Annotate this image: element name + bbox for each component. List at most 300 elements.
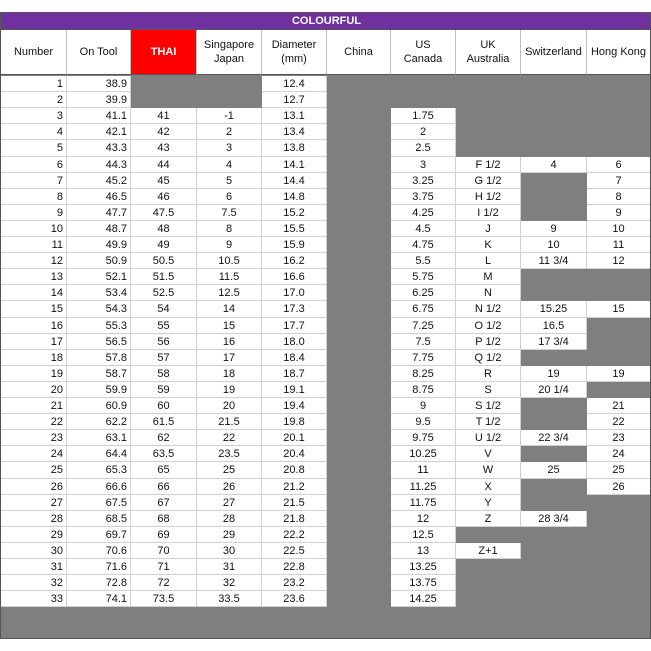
table-cell: 15 [587, 301, 651, 318]
header-thai: THAI [131, 30, 197, 75]
table-cell: 46 [131, 189, 197, 205]
table-cell: 9 [391, 398, 456, 414]
empty-cell [197, 76, 262, 92]
table-cell: 68 [131, 511, 197, 527]
table-cell: 13.8 [262, 140, 327, 157]
table-cell: 18 [197, 366, 262, 382]
table-cell: 15.25 [521, 301, 587, 318]
table-cell: 6 [197, 189, 262, 205]
table-cell: 65.3 [67, 462, 131, 479]
table-cell: 48 [131, 221, 197, 237]
table-cell: 2.5 [391, 140, 456, 157]
table-cell: 19.8 [262, 414, 327, 430]
table-cell: 12 [391, 511, 456, 527]
table-cell: 62 [131, 430, 197, 446]
table-cell: 19 [587, 366, 651, 382]
table-cell: 10 [1, 221, 67, 237]
table-cell: 63.5 [131, 446, 197, 462]
empty-cell [456, 559, 521, 575]
empty-cell [391, 76, 456, 92]
empty-cell [521, 205, 587, 221]
table-cell: 3 [391, 157, 456, 173]
table-cell: 14.4 [262, 173, 327, 189]
empty-cell [521, 559, 587, 575]
table-cell: 68.5 [67, 511, 131, 527]
table-cell: 46.5 [67, 189, 131, 205]
table-cell: 22.2 [262, 527, 327, 543]
table-cell: 13.25 [391, 559, 456, 575]
table-cell: 14.25 [391, 591, 456, 607]
table-cell: 41.1 [67, 108, 131, 124]
table-cell: 15 [197, 318, 262, 334]
table-cell: 25 [197, 462, 262, 479]
table-cell: 73.5 [131, 591, 197, 607]
table-cell: 10 [521, 237, 587, 253]
table-cell: 56.5 [67, 334, 131, 350]
table-cell: 17.0 [262, 285, 327, 301]
table-cell: 31 [1, 559, 67, 575]
table-cell: 69.7 [67, 527, 131, 543]
table-cell: 7 [1, 173, 67, 189]
empty-cell [456, 92, 521, 108]
table-cell: 16.2 [262, 253, 327, 269]
table-cell: O 1/2 [456, 318, 521, 334]
table-cell: 22 [1, 414, 67, 430]
empty-cell [521, 575, 587, 591]
table-cell: Z+1 [456, 543, 521, 559]
table-cell: 20 [1, 382, 67, 398]
table-cell: 22.8 [262, 559, 327, 575]
table-cell: W [456, 462, 521, 479]
table-cell: 59.9 [67, 382, 131, 398]
table-cell: 50.5 [131, 253, 197, 269]
table-cell: N 1/2 [456, 301, 521, 318]
table-cell: 60 [131, 398, 197, 414]
header-number: Number [1, 30, 67, 75]
table-cell: 7.75 [391, 350, 456, 366]
table-cell: 17.3 [262, 301, 327, 318]
table-cell: 17.7 [262, 318, 327, 334]
table-cell: 67 [131, 495, 197, 511]
table-cell: 42.1 [67, 124, 131, 140]
empty-cell [521, 92, 587, 108]
table-cell: 8 [1, 189, 67, 205]
table-cell: 64.4 [67, 446, 131, 462]
table-cell: 58.7 [67, 366, 131, 382]
header-singapore-japan: Singapore Japan [197, 30, 262, 75]
table-cell: 25 [587, 462, 651, 479]
empty-cell [521, 495, 587, 511]
table-cell: 13.4 [262, 124, 327, 140]
table-cell: 23 [587, 430, 651, 446]
table-cell: 10 [587, 221, 651, 237]
empty-cell [587, 76, 651, 92]
table-cell: 30 [197, 543, 262, 559]
table-cell: 26 [197, 479, 262, 495]
table-cell: 28 [1, 511, 67, 527]
empty-cell [521, 76, 587, 92]
table-cell: 15.9 [262, 237, 327, 253]
table-cell: 49 [131, 237, 197, 253]
empty-cell [456, 108, 521, 124]
table-cell: K [456, 237, 521, 253]
table-cell: 4.75 [391, 237, 456, 253]
table-cell: 54.3 [67, 301, 131, 318]
table-cell: 9.5 [391, 414, 456, 430]
table-cell: 10.5 [197, 253, 262, 269]
table-cell: 19 [1, 366, 67, 382]
table-cell: 20.1 [262, 430, 327, 446]
table-cell: 26 [1, 479, 67, 495]
table-cell: 21.8 [262, 511, 327, 527]
table-cell: 5 [197, 173, 262, 189]
table-cell: -1 [197, 108, 262, 124]
empty-cell [587, 92, 651, 108]
table-cell: 41 [131, 108, 197, 124]
header-uk-australia: UK Australia [456, 30, 521, 75]
table-cell: 66 [131, 479, 197, 495]
empty-cell [131, 76, 197, 92]
table-cell: 55 [131, 318, 197, 334]
table-cell: 16 [1, 318, 67, 334]
table-cell: 17 [1, 334, 67, 350]
table-cell: 12.7 [262, 92, 327, 108]
table-cell: 19 [521, 366, 587, 382]
table-cell: 70.6 [67, 543, 131, 559]
table-cell: Z [456, 511, 521, 527]
empty-cell [521, 591, 587, 607]
table-cell: 45.2 [67, 173, 131, 189]
table-cell: 7.5 [197, 205, 262, 221]
table-cell: 65 [131, 462, 197, 479]
table-cell: 16.5 [521, 318, 587, 334]
table-cell: 22 3/4 [521, 430, 587, 446]
table-cell: 6 [587, 157, 651, 173]
empty-cell [521, 269, 587, 285]
table-cell: 13 [391, 543, 456, 559]
table-cell: 12.4 [262, 76, 327, 92]
table-cell: 50.9 [67, 253, 131, 269]
table-cell: 44.3 [67, 157, 131, 173]
empty-cell [521, 124, 587, 140]
table-cell: 30 [1, 543, 67, 559]
table-cell: 21.5 [262, 495, 327, 511]
table-cell: 25 [1, 462, 67, 479]
empty-cell [131, 92, 197, 108]
table-cell: 23.5 [197, 446, 262, 462]
table-cell: 31 [197, 559, 262, 575]
empty-cell [587, 382, 651, 398]
empty-cell [521, 414, 587, 430]
table-cell: 44 [131, 157, 197, 173]
table-cell: 6.25 [391, 285, 456, 301]
empty-cell [521, 173, 587, 189]
table-cell: 13.75 [391, 575, 456, 591]
table-cell: 16 [197, 334, 262, 350]
table-cell: 21 [1, 398, 67, 414]
empty-cell [587, 575, 651, 591]
empty-cell [587, 495, 651, 511]
empty-cell [587, 559, 651, 575]
table-cell: 51.5 [131, 269, 197, 285]
table-cell: U 1/2 [456, 430, 521, 446]
table-cell: 54 [131, 301, 197, 318]
empty-cell [587, 108, 651, 124]
table-cell: R [456, 366, 521, 382]
table-cell: 17 3/4 [521, 334, 587, 350]
table-cell: 10.25 [391, 446, 456, 462]
table-cell: 12.5 [391, 527, 456, 543]
table-cell: 21.5 [197, 414, 262, 430]
table-cell: 11.75 [391, 495, 456, 511]
table-cell: S 1/2 [456, 398, 521, 414]
table-cell: 52.1 [67, 269, 131, 285]
table-cell: 33.5 [197, 591, 262, 607]
empty-cell [521, 446, 587, 462]
table-cell: 24 [587, 446, 651, 462]
table-cell: 29 [197, 527, 262, 543]
table-cell: 19 [197, 382, 262, 398]
empty-cell [197, 92, 262, 108]
empty-cell [456, 591, 521, 607]
table-cell: I 1/2 [456, 205, 521, 221]
table-cell: 20.8 [262, 462, 327, 479]
table-cell: 9 [197, 237, 262, 253]
table-cell: 25 [521, 462, 587, 479]
table-cell: Q 1/2 [456, 350, 521, 366]
table-cell: Y [456, 495, 521, 511]
table-cell: 2 [391, 124, 456, 140]
table-cell: 74.1 [67, 591, 131, 607]
table-cell: 45 [131, 173, 197, 189]
table-cell: 32 [197, 575, 262, 591]
table-cell: 71 [131, 559, 197, 575]
table-cell: 11 [1, 237, 67, 253]
table-cell: 20 [197, 398, 262, 414]
empty-cell [521, 527, 587, 543]
empty-cell [521, 350, 587, 366]
table-cell: 15.2 [262, 205, 327, 221]
table-cell: 22 [197, 430, 262, 446]
table-cell: 38.9 [67, 76, 131, 92]
table-cell: 22 [587, 414, 651, 430]
empty-cell [456, 140, 521, 157]
table-cell: 14.8 [262, 189, 327, 205]
table-cell: 55.3 [67, 318, 131, 334]
table-cell: 49.9 [67, 237, 131, 253]
table-cell: 7.25 [391, 318, 456, 334]
empty-cell [521, 285, 587, 301]
empty-cell [456, 575, 521, 591]
header-switzerland: Switzerland [521, 30, 587, 75]
empty-cell [587, 527, 651, 543]
empty-cell [391, 92, 456, 108]
table-cell: 69 [131, 527, 197, 543]
table-cell: 4 [521, 157, 587, 173]
table-cell: 32 [1, 575, 67, 591]
table-cell: 1.75 [391, 108, 456, 124]
table-cell: 20 1/4 [521, 382, 587, 398]
table-cell: J [456, 221, 521, 237]
table-cell: P 1/2 [456, 334, 521, 350]
table-cell: 28 3/4 [521, 511, 587, 527]
table-cell: 2 [197, 124, 262, 140]
table-cell: 71.6 [67, 559, 131, 575]
table-cell: 43 [131, 140, 197, 157]
table-cell: 67.5 [67, 495, 131, 511]
empty-cell [587, 124, 651, 140]
table-cell: 11.25 [391, 479, 456, 495]
table-cell: 5.75 [391, 269, 456, 285]
table-cell: 23.6 [262, 591, 327, 607]
table-cell: 5 [1, 140, 67, 157]
table-cell: N [456, 285, 521, 301]
table-cell: 2 [1, 92, 67, 108]
table-cell: T 1/2 [456, 414, 521, 430]
table-cell: 6.75 [391, 301, 456, 318]
table-cell: 12 [587, 253, 651, 269]
table-cell: 28 [197, 511, 262, 527]
empty-cell [521, 108, 587, 124]
table-cell: 12 [1, 253, 67, 269]
table-cell: 52.5 [131, 285, 197, 301]
header-hong-kong: Hong Kong [587, 30, 651, 75]
table-cell: 4 [197, 157, 262, 173]
table-cell: 19.1 [262, 382, 327, 398]
table-cell: 9.75 [391, 430, 456, 446]
table-cell: 1 [1, 76, 67, 92]
table-cell: 11.5 [197, 269, 262, 285]
table-cell: 48.7 [67, 221, 131, 237]
table-cell: 47.5 [131, 205, 197, 221]
table-cell: 70 [131, 543, 197, 559]
table-cell: 20.4 [262, 446, 327, 462]
table-cell: S [456, 382, 521, 398]
empty-cell [521, 543, 587, 559]
table-cell: 23 [1, 430, 67, 446]
table-cell: 66.6 [67, 479, 131, 495]
table-cell: 8.25 [391, 366, 456, 382]
empty-cell [587, 334, 651, 350]
table-cell: 8 [197, 221, 262, 237]
table-cell: 27 [1, 495, 67, 511]
table-cell: 8 [587, 189, 651, 205]
table-cell: 7.5 [391, 334, 456, 350]
table-cell: 72 [131, 575, 197, 591]
empty-cell [587, 350, 651, 366]
empty-cell [456, 527, 521, 543]
header-china: China [327, 30, 391, 75]
table-cell: 59 [131, 382, 197, 398]
header-diameter: Diameter (mm) [262, 30, 327, 75]
table-cell: 15.5 [262, 221, 327, 237]
table-cell: 17 [197, 350, 262, 366]
table-cell: 5.5 [391, 253, 456, 269]
table-cell: 33 [1, 591, 67, 607]
table-cell: 18 [1, 350, 67, 366]
table-cell: 18.0 [262, 334, 327, 350]
table-cell: 42 [131, 124, 197, 140]
table-cell: 27 [197, 495, 262, 511]
empty-cell [587, 543, 651, 559]
table-cell: 19.4 [262, 398, 327, 414]
table-cell: G 1/2 [456, 173, 521, 189]
table-cell: 61.5 [131, 414, 197, 430]
table-cell: 21.2 [262, 479, 327, 495]
table-cell: 14.1 [262, 157, 327, 173]
ring-size-chart [0, 12, 651, 639]
table-cell: 3.75 [391, 189, 456, 205]
empty-cell [587, 318, 651, 334]
table-cell: 13 [1, 269, 67, 285]
table-cell: 9 [587, 205, 651, 221]
table-cell: V [456, 446, 521, 462]
table-cell: 56 [131, 334, 197, 350]
table-cell: X [456, 479, 521, 495]
table-cell: 4 [1, 124, 67, 140]
table-cell: 3 [1, 108, 67, 124]
table-cell: 11 3/4 [521, 253, 587, 269]
header-us-canada: US Canada [391, 30, 456, 75]
table-cell: 11 [391, 462, 456, 479]
table-cell: 13.1 [262, 108, 327, 124]
empty-cell [456, 124, 521, 140]
table-cell: 4.5 [391, 221, 456, 237]
table-cell: 22.5 [262, 543, 327, 559]
table-cell: 63.1 [67, 430, 131, 446]
table-cell: 57.8 [67, 350, 131, 366]
table-cell: 18.7 [262, 366, 327, 382]
empty-cell [456, 76, 521, 92]
empty-cell [521, 479, 587, 495]
table-cell: F 1/2 [456, 157, 521, 173]
table-cell: 6 [1, 157, 67, 173]
table-cell: 43.3 [67, 140, 131, 157]
table-cell: L [456, 253, 521, 269]
table-cell: 15 [1, 301, 67, 318]
chart-title: COLOURFUL [1, 13, 651, 30]
table-cell: 16.6 [262, 269, 327, 285]
empty-cell [521, 140, 587, 157]
table-cell: 3 [197, 140, 262, 157]
table-cell: H 1/2 [456, 189, 521, 205]
empty-cell [587, 269, 651, 285]
table-cell: 60.9 [67, 398, 131, 414]
table-cell: 11 [587, 237, 651, 253]
table-cell: 26 [587, 479, 651, 495]
table-cell: 53.4 [67, 285, 131, 301]
empty-cell [587, 140, 651, 157]
empty-cell [521, 189, 587, 205]
table-cell: 14 [197, 301, 262, 318]
empty-cell [521, 398, 587, 414]
table-cell: 9 [1, 205, 67, 221]
table-cell: 24 [1, 446, 67, 462]
table-cell: 12.5 [197, 285, 262, 301]
table-cell: 62.2 [67, 414, 131, 430]
table-cell: 39.9 [67, 92, 131, 108]
table-cell: 3.25 [391, 173, 456, 189]
table-cell: 14 [1, 285, 67, 301]
table-cell: 57 [131, 350, 197, 366]
table-cell: 9 [521, 221, 587, 237]
table-cell: 7 [587, 173, 651, 189]
table-cell: 58 [131, 366, 197, 382]
empty-cell [587, 591, 651, 607]
table-cell: 47.7 [67, 205, 131, 221]
table-cell: 18.4 [262, 350, 327, 366]
table-cell: 4.25 [391, 205, 456, 221]
